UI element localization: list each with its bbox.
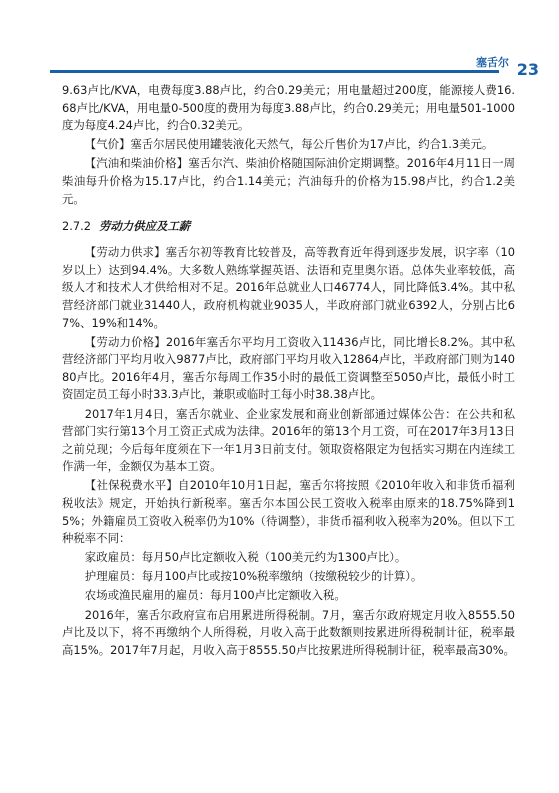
header-country-name: 塞舌尔 [476,56,509,69]
section-number: 2.7.2 [62,219,91,234]
paragraph-farm-employee: 农场或渔民雇用的雇员：每月100卢比定额收入税。 [84,588,346,603]
header-divider [50,70,499,73]
paragraph-progressive-tax: 2016年，塞舌尔政府宣布启用累进所得税制。7月，塞舌尔政府规定月收入8555.50卢比及以下，将不再缴纳个人所得税，月收入高于此数额则按累进所得税制计征，税率最高15%。2017年7月起，月收入高于8555.50卢比按累进所得税制计征，税率最高30%。 [62,607,515,657]
paragraph-social-tax: 【社保税费水平】自2010年10月1日起，塞舌尔将按照《2010年收入和非货币福利税收法》规定，开始执行新税率。塞舌尔本国公民工资收入税率由原来的18.75%降到15%；外籍雇员工资收入税率仍为10%（待调整），非货币福利收入税率为20%。但以下工种税率不同： [62,478,515,546]
page-number: 23 [516,60,539,79]
paragraph-domestic-employee: 家政雇员：每月50卢比定额收入税（100美元约为1300卢比）。 [84,550,407,565]
paragraph-labor-supply: 【劳动力供求】塞舌尔初等教育比较普及，高等教育近年得到逐步发展，识字率（10岁以上）达到94.4%。大多数人熟练掌握英语、法语和克里奥尔语。总体失业率较低，高级人才和技术人才供给相对不足。2016年总就业人口46774人，同比降低3.4%。其中私营经济部门就业31440人，政府机构就业9035人，半政府部门就业6392人，分别占比67%、19%和14%。 [62,245,515,330]
section-heading [62,218,515,234]
paragraph-gas-price: 【气价】塞舌尔居民使用罐装液化天然气，每公斤售价为17卢比，约合1.3美元。 [84,137,494,152]
paragraph-fuel-price: 【汽油和柴油价格】塞舌尔汽、柴油价格随国际油价定期调整。2016年4月11日一周柴油每升价格为15.17卢比，约合1.14美元；汽油每升的价格为15.98卢比，约合1.2美元。 [62,156,515,206]
paragraph-care-employee: 护理雇员：每月100卢比或按10%税率缴纳（按缴税较少的计算）。 [84,569,423,584]
paragraph-13th-month: 2017年1月4日，塞舌尔就业、企业家发展和商业创新部通过媒体公告：在公共和私营部门实行第13个月工资正式成为法律。2016年的第13个月工资，可在2017年3月13日之前兑现；今后每年度须在下一年1月3日前支付。领取资格限定为包括实习期在内连续工作满一年，金额仅为基本工资。 [62,406,515,474]
page-body [62,82,515,661]
paragraph-electricity-cont: 9.63卢比/KVA，电费每度3.88卢比，约合0.29美元；用电量超过200度，能源接人费16.68卢比/KVA，用电量0-500度的费用为每度3.88卢比，约合0.29美元；用电量501-1000度为每度4.24卢比，约合0.32美元。 [62,83,515,133]
section-title: 劳动力供应及工薪 [98,219,191,234]
paragraph-labor-price: 【劳动力价格】2016年塞舌尔平均月工资收入11436卢比，同比增长8.2%。其中私营经济部门平均月收入9877卢比，政府部门平均月收入12864卢比，半政府部门则为14080卢比。2016年4月，塞舌尔每周工作35小时的最低工资调整至5050卢比，最低小时工资固定员工每小时33.3卢比，兼职或临时工每小时38.38卢比。 [62,334,515,402]
